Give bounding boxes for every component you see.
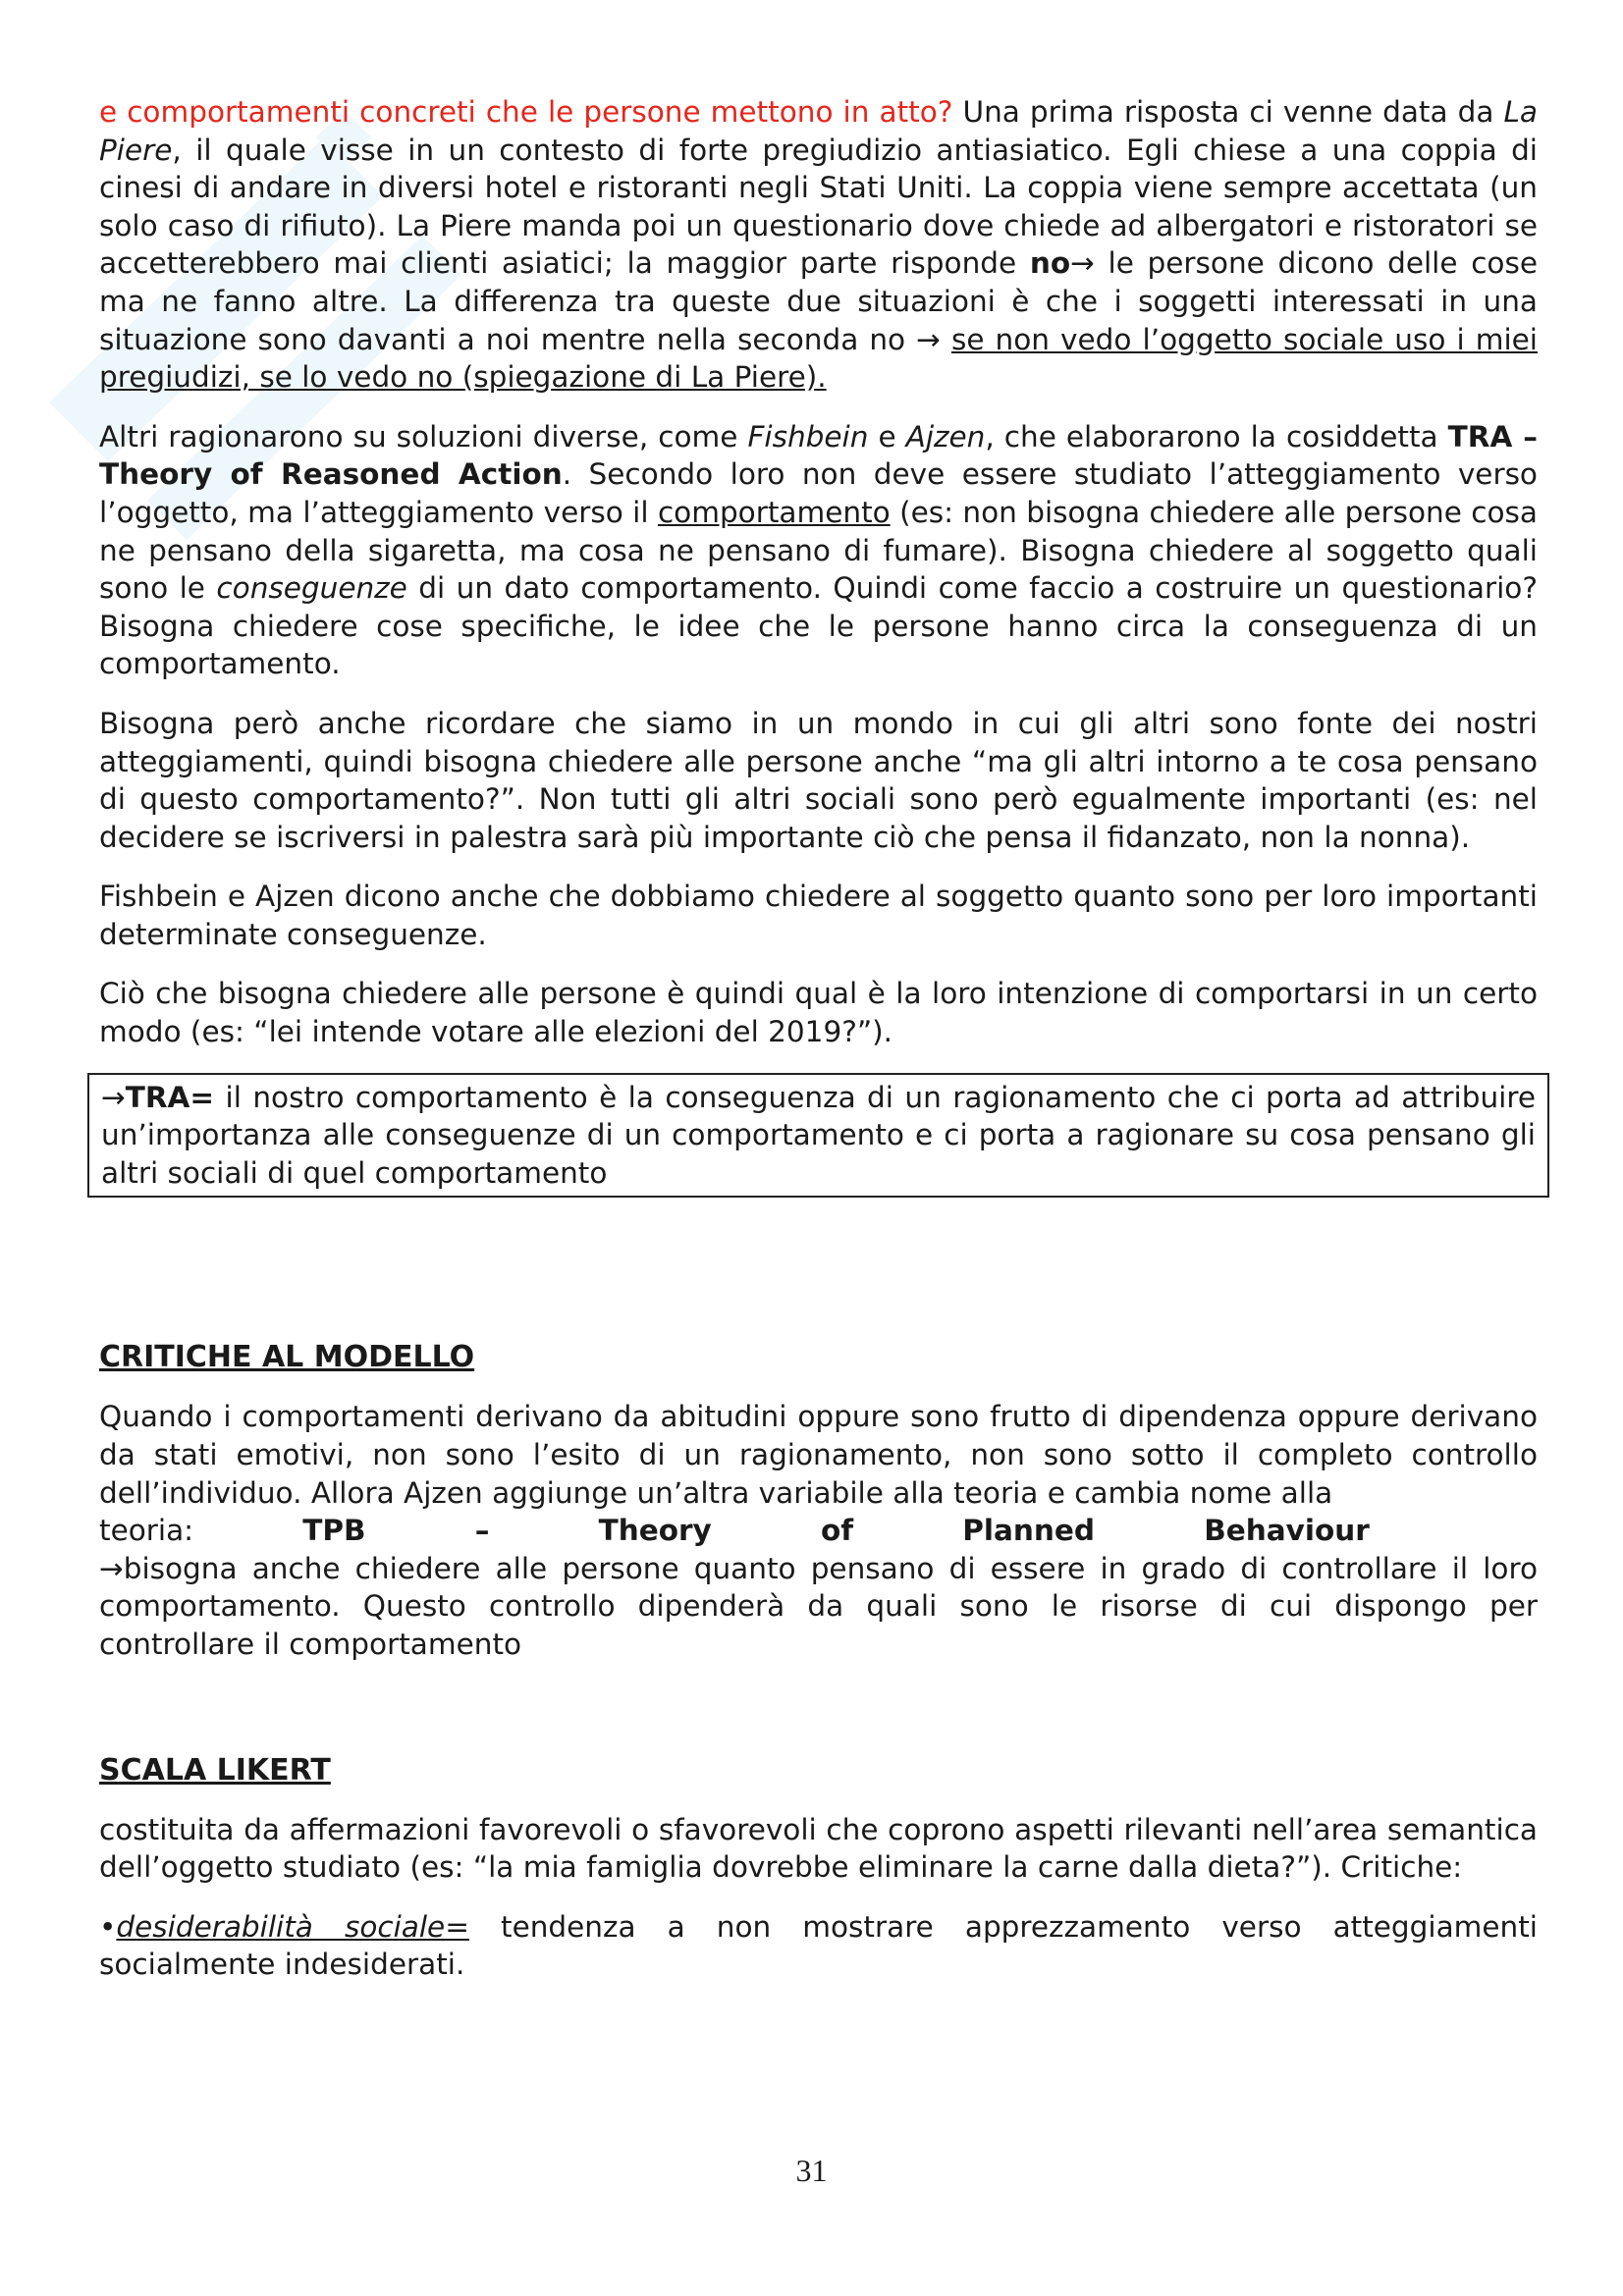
tpb-line: teoria: TPB – Theory of Planned Behaviour	[99, 1514, 1370, 1548]
arrow-icon: →	[101, 1080, 126, 1114]
highlighted-question: e comportamenti concreti che le persone mettono in atto?	[99, 95, 953, 129]
bullet-icon: •	[99, 1909, 117, 1944]
paragraph-conseguenze: Fishbein e Ajzen dicono anche che dobbiamo chiedere al soggetto quanto sono per loro importanti determinate conseguenze.	[99, 880, 1538, 951]
page-number: 31	[795, 2153, 828, 2188]
paragraph-controllo: →bisogna anche chiedere alle persone quanto pensano di essere in grado di controllare il loro comportamento. Questo controllo dipenderà da quali sono le risorse di cui dispongo per controllare il comportamento	[99, 1551, 1538, 1661]
paragraph-tra: Altri ragionarono su soluzioni diverse, come Fishbein e Ajzen, che elaborarono la cosiddetta TRA – Theory of Reasoned Action. Secondo loro non deve essere studiato l’atteggiamento verso l’oggetto, ma l’atteggiamento verso il comportamento (es: non bisogna chiedere alle persone cosa ne pensano della sigaretta, ma cosa ne pensano di fumare). Bisogna chiedere al soggetto quali sono le conseguenze di un dato comportamento. Quindi come faccio a costruire un questionario? Bisogna chiedere cose specifiche, le idee che le persone hanno circa la conseguenza di un comportamento.	[99, 419, 1539, 681]
document-page	[99, 93, 1538, 1984]
paragraph-likert: costituita da affermazioni favorevoli o sfavorevoli che coprono aspetti rilevanti nell’area semantica dell’oggetto studiato (es: “la mia famiglia dovrebbe eliminare la carne dalla dieta?”). Critiche:	[99, 1812, 1538, 1885]
section-heading-likert: SCALA LIKERT	[99, 1752, 331, 1788]
author-name: La Piere	[99, 95, 1538, 167]
paragraph-altri-sociali: Bisogna però anche ricordare che siamo in un mondo in cui gli altri sono fonte dei nostri atteggiamenti, quindi bisogna chiedere alle persone anche “ma gli altri intorno a te cosa pensano di questo comportamento?”. Non tutti gli altri sociali sono però egualmente importanti (es: nel decidere se iscriversi in palestra sarà più importante ciò che pensa il fidanzato, non la nonna).	[99, 706, 1538, 854]
paragraph-la-piere: e comportamenti concreti che le persone mettono in atto? Una prima risposta ci venne data da La Piere, il quale visse in un contesto di forte pregiudizio antiasiatico. Egli chiese a una coppia di cinesi di andare in diversi hotel e ristoranti negli Stati Uniti. La coppia viene sempre accettata (un solo caso di rifiuto). La Piere manda poi un questionario dove chiede ad albergatori e ristoratori se accetterebbero mai clienti asiatici; la maggior parte risponde no→ le persone dicono delle cose ma ne fanno altre. La differenza tra queste due situazioni è che i soggetti interessati in una situazione sono davanti a noi mentre nella seconda no → se non vedo l’oggetto sociale uso i miei pregiudizi, se lo vedo no (spiegazione di La Piere).	[99, 95, 1539, 395]
underlined-explanation: se non vedo l’oggetto sociale uso i miei pregiudizi, se lo vedo no (spiegazione di La Piere).	[99, 322, 1539, 395]
section-heading-critiche: CRITICHE AL MODELLO	[99, 1340, 475, 1375]
paragraph-intenzione: Ciò che bisogna chiedere alle persone è quindi qual è la loro intenzione di comportarsi in un certo modo (es: “lei intende votare alle elezioni del 2019?”).	[99, 977, 1538, 1049]
arrow-icon: →	[99, 1551, 124, 1585]
theory-name: TRA – Theory of Reasoned Action	[99, 419, 1538, 492]
tra-definition-box: →TRA= il nostro comportamento è la conseguenza di un ragionamento che ci porta ad attribuire un’importanza alle conseguenze di un comportamento e ci porta a ragionare su cosa pensano gli altri sociali di quel comportamento	[87, 1073, 1549, 1199]
arrow-icon: →	[916, 322, 941, 356]
list-item-desiderabilita: •desiderabilità sociale= tendenza a non mostrare apprezzamento verso atteggiamenti socialmente indesiderati.	[99, 1909, 1538, 1982]
arrow-icon: →	[1070, 246, 1095, 281]
paragraph-critiche: Quando i comportamenti derivano da abitudini oppure sono frutto di dipendenza oppure derivano da stati emotivi, non sono l’esito di un ragionamento, non sono sotto il completo controllo dell’individuo. Allora Ajzen aggiunge un’altra variabile alla teoria e cambia nome alla	[99, 1400, 1538, 1510]
